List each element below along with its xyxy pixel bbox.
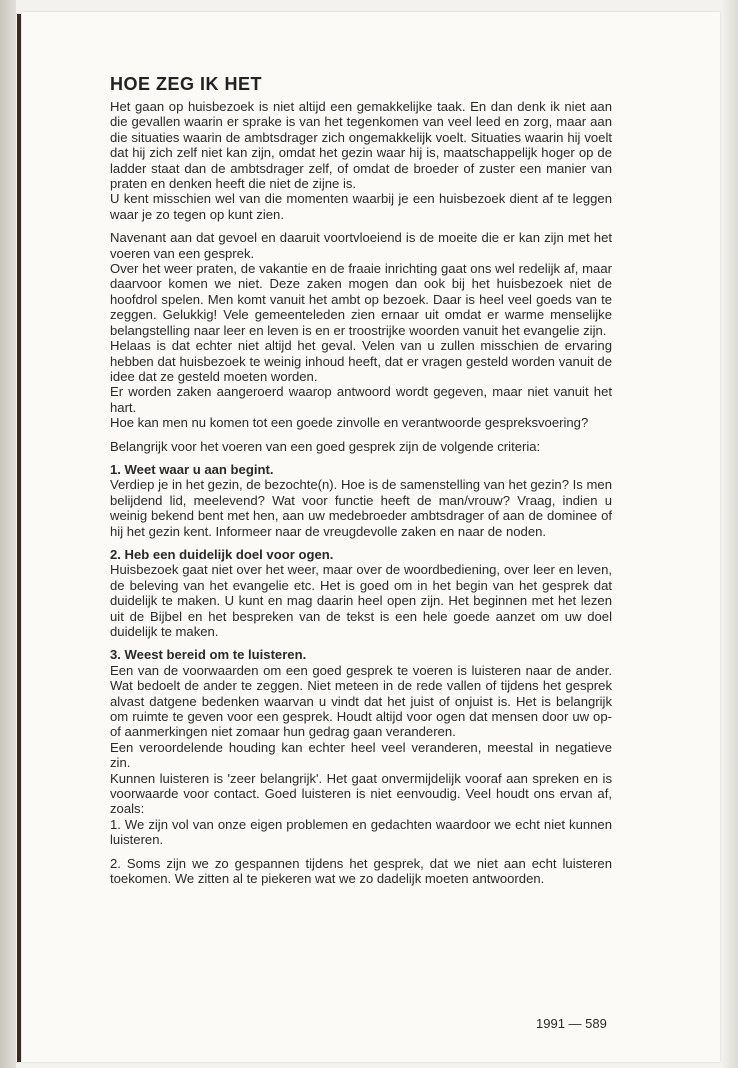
intro-paragraph: U kent misschien wel van die momenten waarbij je een huisbezoek dient af te leggen waar je zo tegen op kunt zien. xyxy=(110,191,612,222)
criterion-paragraph: Huisbezoek gaat niet over het weer, maar over de woordbediening, over leer en leven, de beleving van het evangelie etc. Het is goed om in het begin van het gesprek dat duidelijk te maken. U kunt en mag daarin heel open zijn. Het beginnen met het lezen uit de Bijbel en het bespreken van de tekst is een hele goede aanzet om uw doel duidelijk te maken. xyxy=(110,562,612,639)
body-paragraph: Er worden zaken aangeroerd waarop antwoord wordt gegeven, maar niet vanuit het hart. xyxy=(110,384,612,415)
criterion-paragraph: Een van de voorwaarden om een goed gesprek te voeren is luisteren naar de ander. Wat bedoelt de ander te zeggen. Niet meteen in de rede vallen of tijdens het gesprek alvast datgene bedenken waarvan u vindt dat het juist of onjuist is. Het is belangrijk om ruimte te geven voor een gesprek. Houdt altijd voor ogen dat mensen door uw op- of aanmerkingen niet zomaar hun gedrag gaan veranderen. xyxy=(110,662,612,740)
criterion-paragraph: 1. We zijn vol van onze eigen problemen en gedachten waardoor we echt niet kunnen luisteren. xyxy=(110,816,612,848)
spacer xyxy=(110,431,612,439)
spacer xyxy=(110,222,612,230)
body-paragraph: Helaas is dat echter niet altijd het geval. Velen van u zullen misschien de ervaring hebben dat huisbezoek te weinig inhoud heeft, dat er vragen gesteld worden vanuit de idee dat ze gesteld moeten worden. xyxy=(110,338,612,384)
criterion-paragraph: Een veroordelende houding kan echter heel veel veranderen, meestal in negatieve zin. xyxy=(110,739,612,771)
criteria-intro: Belangrijk voor het voeren van een goed gesprek zijn de volgende criteria: xyxy=(110,438,541,454)
spacer xyxy=(110,639,612,647)
spacer xyxy=(110,848,612,856)
body-paragraph: Hoe kan men nu komen tot een goede zinvolle en verantwoorde gespreksvoering? xyxy=(110,415,589,431)
binding-strip xyxy=(17,14,21,1062)
page-edge-right xyxy=(720,0,738,1068)
body-paragraph: Navenant aan dat gevoel en daaruit voortvloeiend is de moeite die er kan zijn met het voeren van een gesprek. xyxy=(110,230,612,261)
intro-paragraph: Het gaan op huisbezoek is niet altijd een gemakkelijke taak. En dan denk ik niet aan die gevallen waarin er sprake is van het tegenkomen van veel leed en zorg, maar aan die situaties waarin de ambtsdrager zich ongemakkelijk voelt. Situaties waarin hij voelt dat hij zich zelf niet kan zijn, omdat het gezin waar hij is, maatschappelijk hoger op de ladder staat dan de ambtsdrager zelf, of omdat de broeder of zuster een manier van praten en denken heeft die niet de zijne is. xyxy=(110,99,612,192)
body-paragraph: Over het weer praten, de vakantie en de fraaie inrichting gaat ons wel redelijk af, maar daarvoor komen we niet. Deze zaken mogen dan ook bij het huisbezoek niet de hoofdrol spelen. Men komt vanuit het ambt op bezoek. Daar is heel veel goeds van te zeggen. Gelukkig! Vele gemeenteleden zien ernaar uit omdat er warme menselijke belangstelling naar leer en leven is en er troostrijke woorden vanuit het evangelie zijn. xyxy=(110,261,612,338)
article-title: HOE ZEG IK HET xyxy=(110,74,263,94)
spacer xyxy=(110,539,612,547)
criterion-paragraph: Verdiep je in het gezin, de bezochte(n). Hoe is de samenstelling van het gezin? Is men belijdend lid, meelevend? Wat voor functie heeft de man/vrouw? Vraag, indien u weinig bekend bent met hen, aan uw medebroeder ambtsdrager of aan de dominee of hij het gezin kent. Informeer naar de vreugdevolle zaken en naar de noden. xyxy=(110,477,612,539)
criterion-paragraph: Kunnen luisteren is 'zeer belangrijk'. Het gaat onvermijdelijk vooraf aan spreken en is voorwaarde voor contact. Goed luisteren is niet eenvoudig. Veel houdt ons ervan af, zoals: xyxy=(110,770,612,817)
criterion-heading: 3. Weest bereid om te luisteren. xyxy=(110,647,307,663)
article-body xyxy=(110,74,612,887)
criterion-heading: 1. Weet waar u aan begint. xyxy=(110,461,274,477)
criterion-paragraph: 2. Soms zijn we zo gespannen tijdens het gesprek, dat we niet aan echt luisteren toekomen. We zitten al te piekeren wat we zo dadelijk moeten antwoorden. xyxy=(110,855,612,887)
spacer xyxy=(110,454,612,462)
criterion-heading: 2. Heb een duidelijk doel voor ogen. xyxy=(110,546,334,562)
page-edge-left xyxy=(0,0,16,1068)
page-number: 1991 — 589 xyxy=(536,1016,607,1031)
